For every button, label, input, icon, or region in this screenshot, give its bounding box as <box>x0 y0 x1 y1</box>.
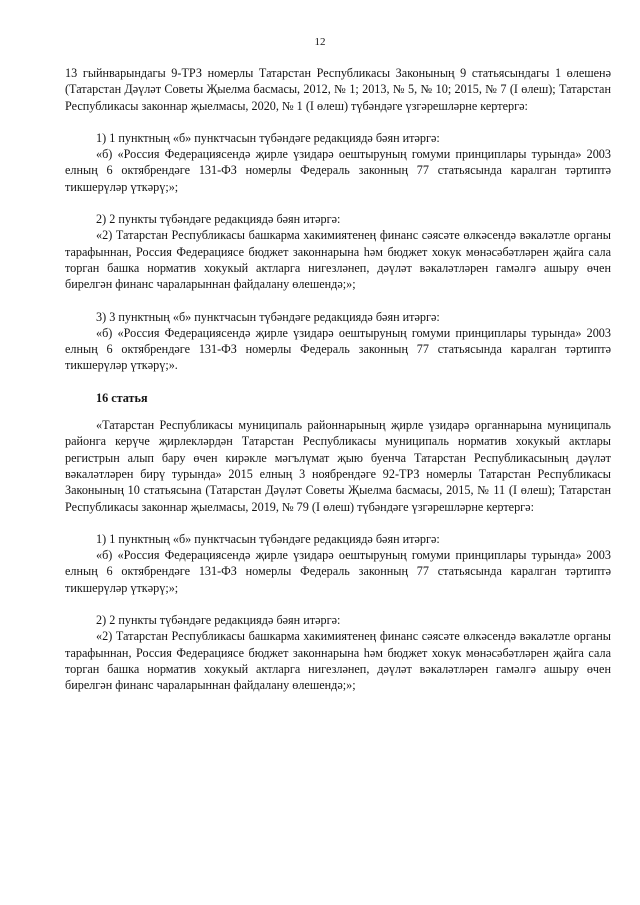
item-3-text: «б) «Россия Федерациясендә җирле үзидарә оештыруның гомуми принциплары турында» 2003 елның 6 октябрендәге 131-ФЗ номерлы Федераль законның 77 статьясында каралган тәртиптә тикшерүләр үткәрү;». <box>65 325 611 373</box>
document-body <box>65 65 611 694</box>
article-item-1-heading: 1) 1 пунктның «б» пунктчасын түбәндәге редакциядә бәян итәргә: <box>96 531 440 546</box>
article-paragraph: «Татарстан Республикасы муниципаль районнарының җирле үзидарә органнарына муниципаль районга керүче җирлекләрдән Татарстан Республикасы муниципаль норматив хокукый актлары регистрын алып бару өчен кирәкле мәгълүмат җыю буенча Татарстан Республикасының дәүләт вәкаләтләрен бирү турында» 2015 елның 3 ноябрендәге 92-ТРЗ номерлы Татарстан Республикасы Законының 10 статьясына (Татарстан Дәүләт Советы Җыелма басмасы, 2015, № 11 (I өлеш); Татарстан Республикасы законнар җыелмасы, 2019, № 79 (I өлеш) түбәндәге үзгәрешләрне кертергә: <box>65 418 611 514</box>
item-2-text: «2) Татарстан Республикасы башкарма хакимиятенең финанс сәясәте өлкәсендә вәкаләтле органы тарафыннан, Россия Федерациясе бюджет законнарына һәм бюджет хокук мөнәсәбәтләрен җайга сала торган башка норматив хокукый актларга нигезләнеп, дәүләт вәкаләтләрен гамәлгә ашыру өчен бирелгән финанс чараларыннан файдалану өлешендә;»; <box>65 228 611 292</box>
page-number: 12 <box>314 36 326 48</box>
article-heading: 16 статья <box>96 390 148 405</box>
item-1-heading: 1) 1 пунктның «б» пунктчасын түбәндәге редакциядә бәян итәргә: <box>96 130 440 145</box>
item-1-text: «б) «Россия Федерациясендә җирле үзидарә оештыруның гомуми принциплары турында» 2003 елның 6 октябрендәге 131-ФЗ номерлы Федераль законның 77 статьясында каралган тәртиптә тикшерүләр үткәрү;»; <box>65 147 611 194</box>
article-item-2-text: «2) Татарстан Республикасы башкарма хакимиятенең финанс сәясәте өлкәсендә вәкаләтле органы тарафыннан, Россия Федерациясе бюджет законнарына һәм бюджет хокук мөнәсәбәтләрен җайга сала торган башка норматив хокукый актларга нигезләнеп, дәүләт вәкаләтләрен гамәлгә ашыру өчен бирелгән финанс чараларыннан файдалану өлешендә;»; <box>65 629 611 693</box>
item-3-heading: 3) 3 пунктның «б» пунктчасын түбәндәге редакциядә бәян итәргә: <box>96 309 440 324</box>
article-item-2-heading: 2) 2 пункты түбәндәге редакциядә бәян итәргә: <box>96 613 341 628</box>
item-2-heading: 2) 2 пункты түбәндәге редакциядә бәян итәргә: <box>96 212 341 227</box>
article-item-1-text: «б) «Россия Федерациясендә җирле үзидарә оештыруның гомуми принциплары турында» 2003 елның 6 октябрендәге 131-ФЗ номерлы Федераль законның 77 статьясында каралган тәртиптә тикшерүләр үткәрү;»; <box>65 548 611 595</box>
intro-paragraph: 13 гыйнварындагы 9-ТРЗ номерлы Татарстан Республикасы Законының 9 статьясындагы 1 өлешенә (Татарстан Дәүләт Советы Җыелма басмасы, 2012, № 1; 2013, № 5, № 10; 2015, № 7 (I өлеш); Татарстан Республикасы законнар җыелмасы, 2020, № 1 (I өлеш) түбәндәге үзгәрешләрне кертергә: <box>65 66 611 113</box>
